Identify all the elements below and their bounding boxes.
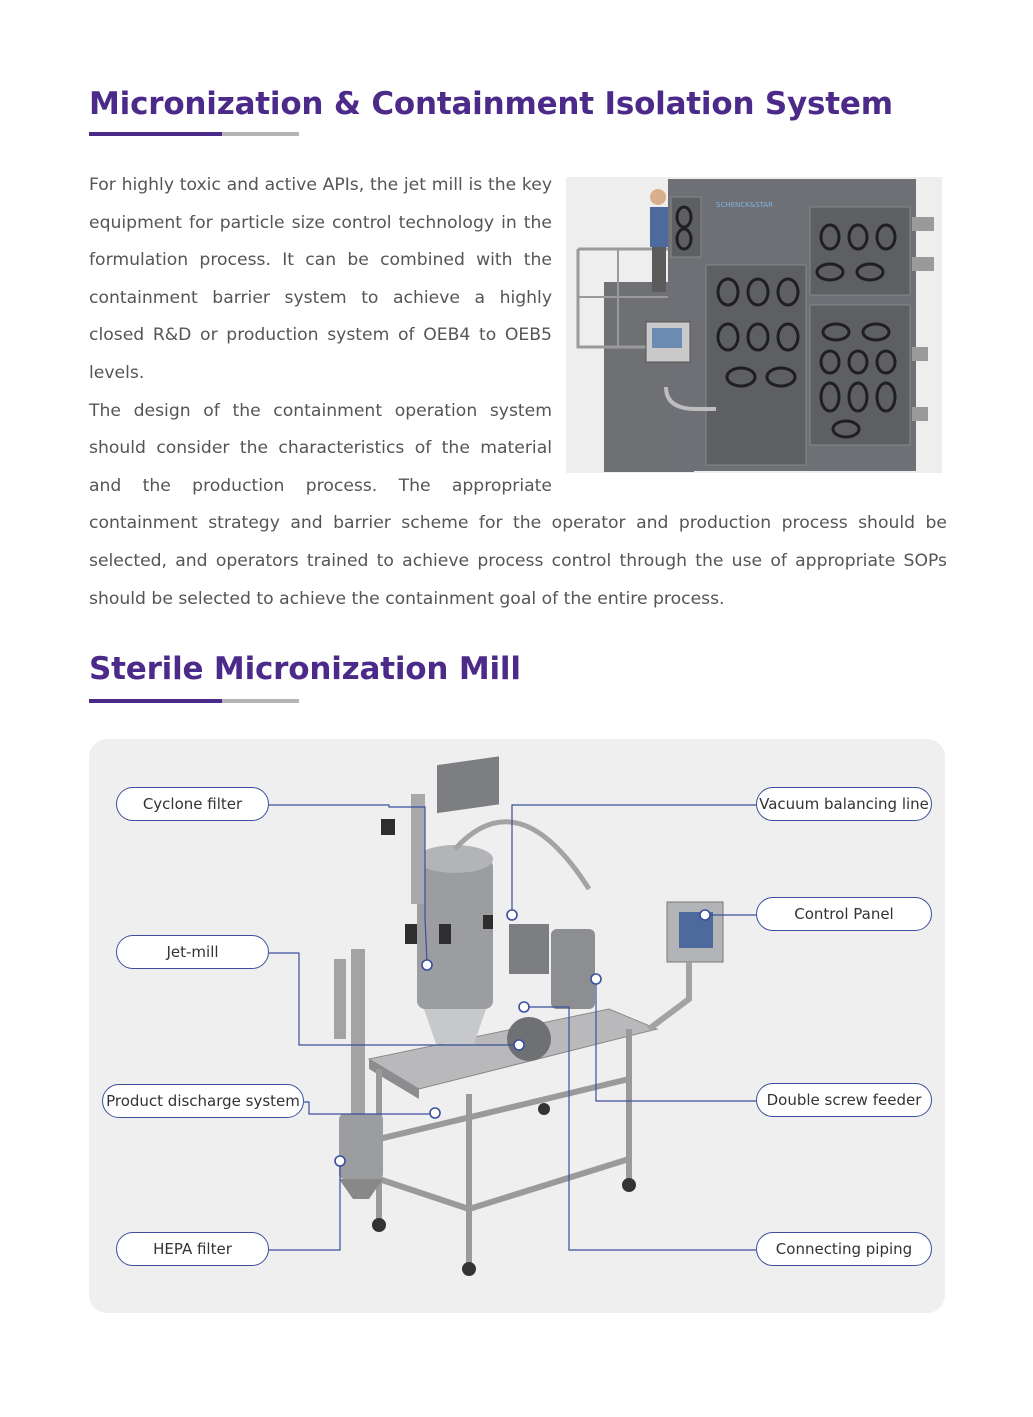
title-underline (89, 699, 299, 703)
label-screw-feeder: Double screw feeder (756, 1083, 932, 1117)
title-underline (89, 132, 299, 136)
label-connecting-piping: Connecting piping (756, 1232, 932, 1266)
label-cyclone-filter: Cyclone filter (116, 787, 269, 821)
label-jet-mill: Jet-mill (116, 935, 269, 969)
intro-text-block (89, 167, 947, 618)
mill-machine-illustration (89, 739, 945, 1313)
isolator-image (566, 177, 942, 473)
section-title-mill: Sterile Micronization Mill (89, 651, 521, 687)
section-title-containment: Micronization & Containment Isolation System (89, 86, 893, 122)
label-control-panel: Control Panel (756, 897, 932, 931)
isolator-brand: SCHENCK&STAR (716, 201, 774, 209)
intro-paragraph-2: The design of the containment operation system should consider the characteristics of the material and the production process. The appropriate containment strategy and barrier scheme for the operator and production process should be selected, and operators trained to achieve process control through the use of appropriate SOPs should be selected to achieve the containment goal of the entire process. (89, 400, 947, 609)
intro-paragraph-1: For highly toxic and active APIs, the jet mill is the key equipment for particle size control technology in the formulation process. It can be combined with the containment barrier system to achieve a highly closed R&D or production system of OEB4 to OEB5 levels. (89, 175, 552, 383)
label-product-discharge: Product discharge system (102, 1084, 304, 1118)
label-hepa-filter: HEPA filter (116, 1232, 269, 1266)
label-vacuum-line: Vacuum balancing line (756, 787, 932, 821)
